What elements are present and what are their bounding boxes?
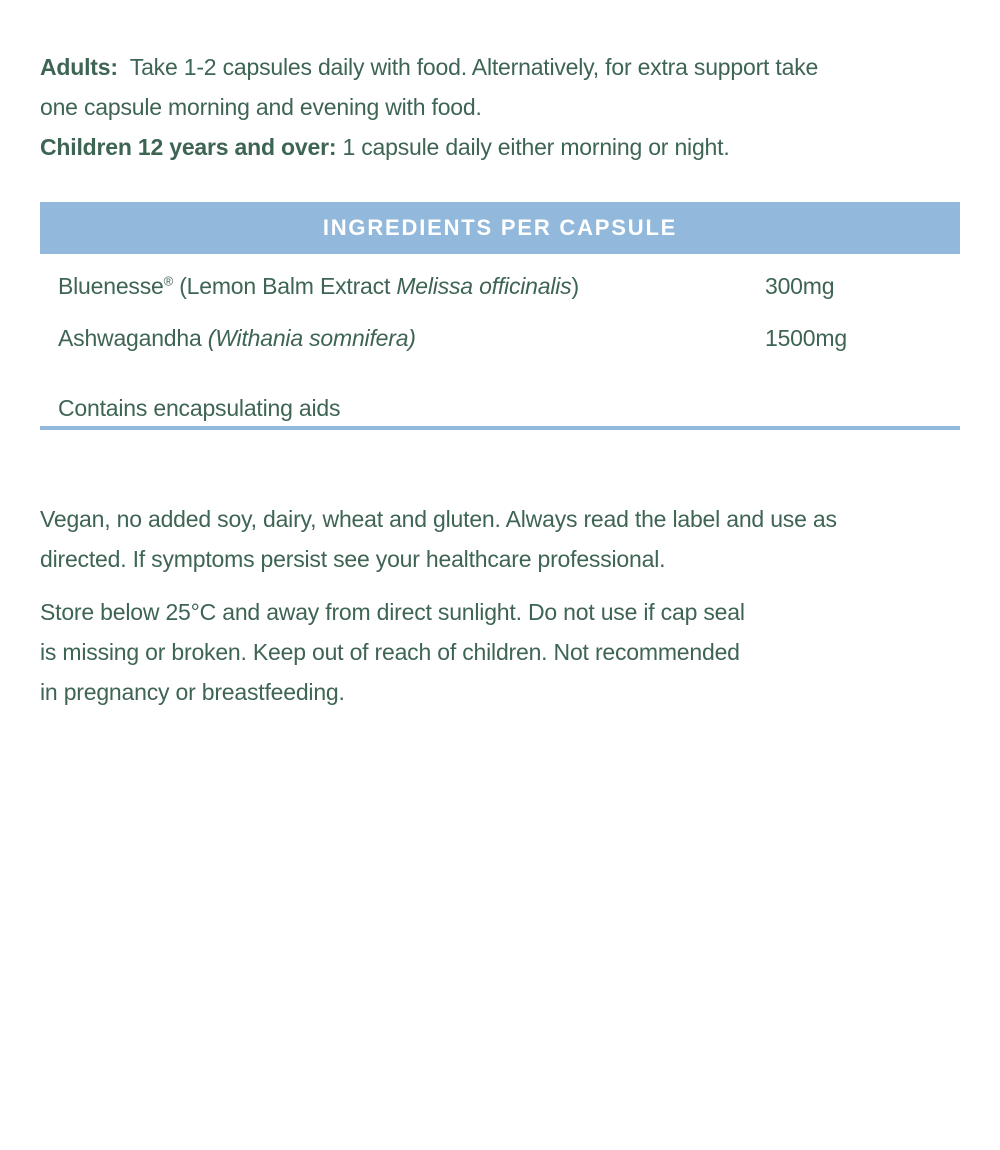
storage-warning-paragraph bbox=[40, 592, 1000, 712]
storage-line-2: is missing or broken. Keep out of reach of children. Not recommended bbox=[40, 639, 740, 665]
ingredient-common-name: (Lemon Balm Extract bbox=[173, 273, 397, 299]
ingredient-latin-name: Melissa officinalis bbox=[396, 273, 572, 299]
directions-adults-line-1 bbox=[40, 47, 1000, 87]
ingredient-common-name: Ashwagandha bbox=[58, 325, 208, 351]
ingredients-table bbox=[40, 254, 960, 430]
registered-trademark-symbol: ® bbox=[163, 273, 173, 289]
ingredient-latin-name: (Withania somnifera) bbox=[207, 325, 416, 351]
ingredient-name bbox=[58, 325, 416, 351]
allergen-line-2: directed. If symptoms persist see your healthcare professional. bbox=[40, 546, 666, 572]
directions-adults-line-2 bbox=[40, 87, 1000, 127]
storage-line-1: Store below 25°C and away from direct sunlight. Do not use if cap seal bbox=[40, 599, 745, 625]
table-bottom-rule bbox=[40, 426, 960, 430]
ingredient-amount: 300mg bbox=[765, 273, 835, 299]
ingredient-brand-name: Bluenesse bbox=[58, 273, 164, 299]
adults-label: Adults: bbox=[40, 54, 118, 80]
ingredient-name-close-paren: ) bbox=[571, 273, 579, 299]
storage-line-3: in pregnancy or breastfeeding. bbox=[40, 679, 345, 705]
ingredient-name bbox=[58, 273, 579, 299]
ingredient-row-bluenesse bbox=[40, 271, 960, 301]
ingredients-header-bar bbox=[40, 202, 960, 254]
directions-children-line bbox=[40, 127, 1000, 167]
ingredients-header-title: INGREDIENTS PER CAPSULE bbox=[322, 215, 678, 240]
children-text: 1 capsule daily either morning or night. bbox=[336, 134, 730, 160]
allergen-line-1: Vegan, no added soy, dairy, wheat and gluten. Always read the label and use as bbox=[40, 506, 837, 532]
children-label: Children 12 years and over: bbox=[40, 134, 337, 160]
allergen-warning-paragraph bbox=[40, 499, 1000, 579]
adults-text-1: Take 1-2 capsules daily with food. Alternatively, for extra support take bbox=[117, 54, 819, 80]
ingredient-amount: 1500mg bbox=[765, 325, 847, 351]
directions-block bbox=[40, 47, 1000, 167]
adults-text-2: one capsule morning and evening with food. bbox=[40, 94, 482, 120]
encapsulating-aids-note: Contains encapsulating aids bbox=[58, 395, 341, 421]
ingredient-row-ashwagandha bbox=[40, 323, 960, 353]
